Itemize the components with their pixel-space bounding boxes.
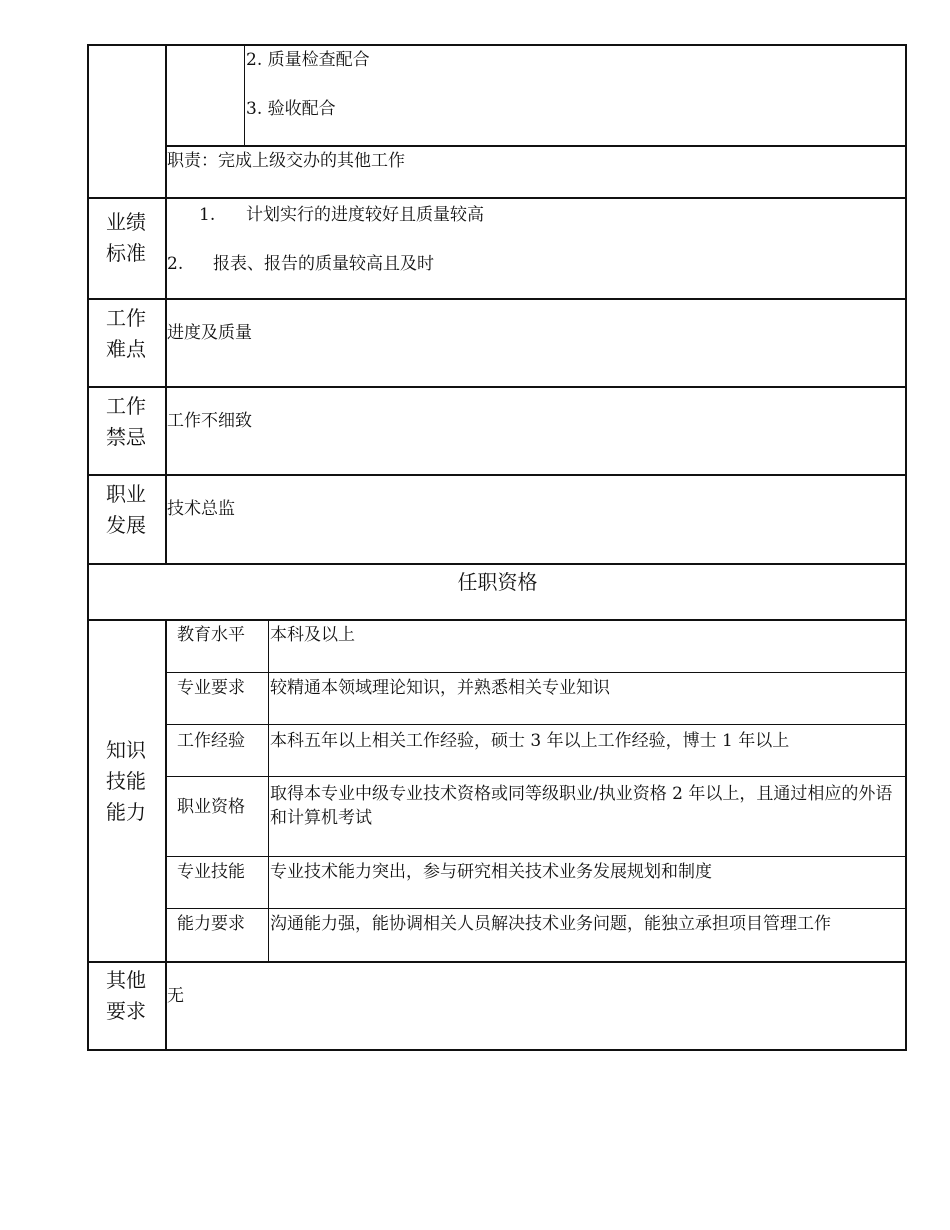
skills-row-value: 取得本专业中级专业技术资格或同等级职业/执业资格 2 年以上，且通过相应的外语和计算机考试	[270, 784, 893, 828]
career-label-line1: 职业	[106, 482, 146, 506]
skills-row-name: 专业技能	[177, 862, 245, 882]
difficulty-label-line1: 工作	[106, 306, 146, 330]
performance-item-1-text: 计划实行的进度较好且质量较高	[246, 205, 484, 225]
performance-item-2-text: 报表、报告的质量较高且及时	[213, 254, 434, 274]
skills-label-line3: 能力	[106, 800, 146, 824]
skills-row-value: 本科及以上	[270, 625, 355, 645]
skills-row-name: 教育水平	[177, 625, 245, 645]
other-label-line2: 要求	[106, 999, 146, 1023]
other-value: 无	[167, 986, 184, 1006]
row-separator	[87, 298, 907, 300]
performance-item-2-num: 2.	[167, 254, 184, 274]
duty-text: 职责：完成上级交办的其他工作	[167, 151, 405, 171]
skills-row-divider	[166, 856, 906, 857]
performance-label-line2: 标准	[106, 241, 146, 265]
skills-label-line1: 知识	[106, 738, 146, 762]
skills-label-line2: 技能	[106, 769, 146, 793]
skills-row-divider	[166, 776, 906, 777]
career-label-line2: 发展	[106, 513, 146, 537]
row-separator	[87, 563, 907, 565]
taboo-value: 工作不细致	[167, 411, 252, 431]
row-separator	[87, 619, 907, 621]
table-left-border	[87, 44, 89, 1051]
label-column-divider	[165, 44, 167, 564]
performance-label-line1: 业绩	[106, 210, 146, 234]
skills-row-value: 本科五年以上相关工作经验，硕士 3 年以上工作经验，博士 1 年以上	[270, 731, 790, 751]
taboo-label-line2: 禁忌	[106, 425, 146, 449]
skills-row-value: 较精通本领域理论知识，并熟悉相关专业知识	[270, 678, 610, 698]
skills-row-divider	[166, 908, 906, 909]
skills-row-name: 工作经验	[177, 731, 245, 751]
difficulty-label-line2: 难点	[106, 337, 146, 361]
row-separator	[87, 197, 907, 199]
skills-row-name: 职业资格	[177, 797, 245, 817]
other-label-line1: 其他	[106, 968, 146, 992]
difficulty-value: 进度及质量	[167, 323, 252, 343]
row-separator	[87, 474, 907, 476]
skills-row-name: 专业要求	[177, 678, 245, 698]
skills-row-divider	[166, 724, 906, 725]
qualification-header: 任职资格	[457, 570, 538, 594]
row-separator	[87, 961, 907, 963]
taboo-label-line1: 工作	[106, 394, 146, 418]
row-separator	[87, 386, 907, 388]
performance-item-1-num: 1.	[199, 205, 216, 225]
skills-row-name: 能力要求	[177, 914, 245, 934]
skills-row-value: 专业技术能力突出，参与研究相关技术业务发展规划和制度	[270, 862, 712, 882]
skills-row-divider	[166, 672, 906, 673]
top-inner-divider	[244, 44, 245, 146]
skills-row-value: 沟通能力强，能协调相关人员解决技术业务问题，能独立承担项目管理工作	[270, 914, 831, 934]
table-top-border	[87, 44, 907, 46]
table-right-border	[905, 44, 907, 1051]
top-item-2: 2. 质量检查配合	[246, 50, 370, 70]
top-item-3: 3. 验收配合	[246, 99, 336, 119]
table-bottom-border	[87, 1049, 907, 1051]
top-inner-hline	[165, 145, 907, 147]
career-value: 技术总监	[167, 499, 235, 519]
